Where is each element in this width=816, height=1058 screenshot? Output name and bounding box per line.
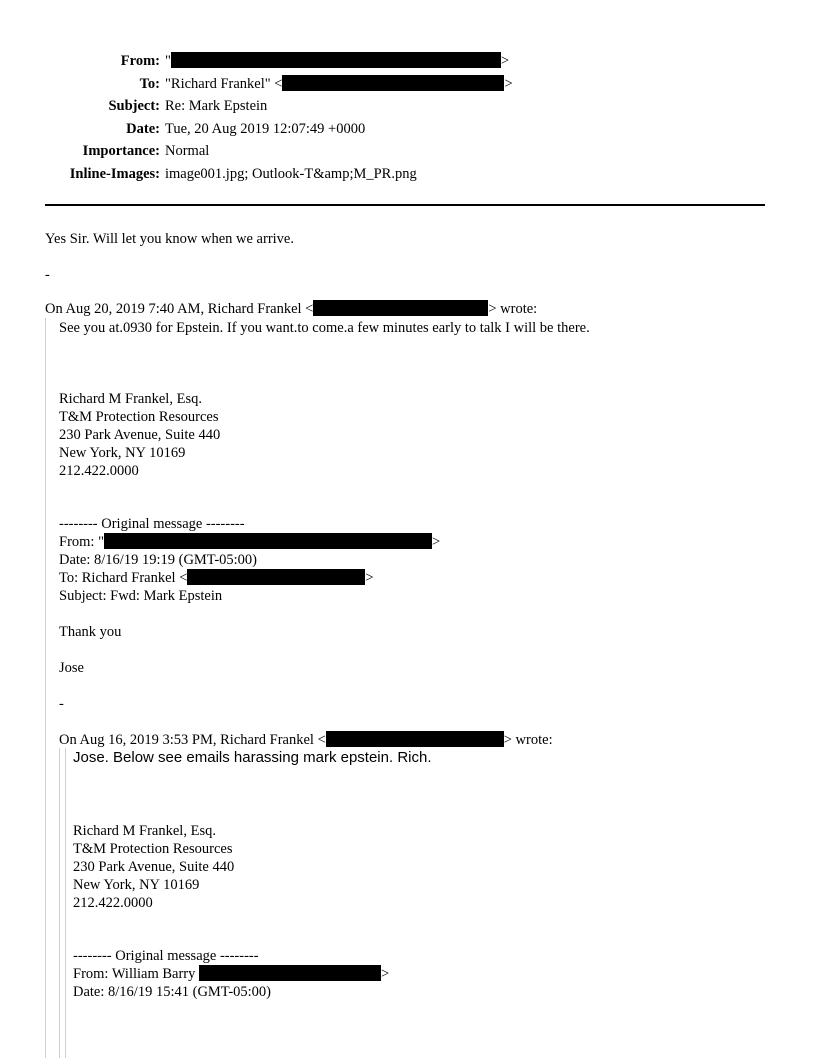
redaction-box	[104, 533, 432, 549]
orig-date: Date: 8/16/19 15:41 (GMT-05:00)	[73, 984, 272, 1000]
signature-phone: 212.422.0000	[73, 895, 153, 911]
signature-address: 230 Park Avenue, Suite 440	[59, 427, 221, 443]
header-date-row	[0, 120, 816, 143]
header-from-row	[0, 52, 816, 75]
email-header	[0, 52, 816, 187]
redaction-box	[199, 965, 381, 981]
inline-images-value: image001.jpg; Outlook-T&amp;M_PR.png	[165, 165, 417, 182]
header-subject-row	[0, 97, 816, 120]
original-message-header: -------- Original message --------	[59, 516, 245, 532]
signature-city: New York, NY 10169	[73, 877, 200, 893]
header-importance-row	[0, 142, 816, 165]
subject-label: Subject:	[108, 98, 160, 114]
quote-bar	[59, 748, 60, 1058]
dash-separator: -	[59, 696, 64, 712]
signature-city: New York, NY 10169	[59, 445, 186, 461]
signature-name: Richard M Frankel, Esq.	[73, 823, 216, 839]
orig-date: Date: 8/16/19 19:19 (GMT-05:00)	[59, 552, 258, 568]
signature-phone: 212.422.0000	[59, 463, 139, 479]
header-to-row	[0, 75, 816, 98]
from-value: " >	[165, 53, 510, 69]
inline-images-label: Inline-Images:	[69, 165, 160, 182]
thanks-text: Thank you	[59, 624, 122, 640]
quote1-intro: On Aug 20, 2019 7:40 AM, Richard Frankel < > wrote:	[45, 301, 538, 317]
to-value: "Richard Frankel" < >	[165, 75, 513, 92]
reply-text: Yes Sir. Will let you know when we arrive.	[45, 231, 294, 247]
signature-company: T&M Protection Resources	[73, 841, 233, 857]
redaction-box	[326, 731, 504, 747]
quote1-text: See you at.0930 for Epstein. If you want.to come.a few minutes early to talk I will be there.	[59, 320, 590, 336]
orig-to: To: Richard Frankel < >	[59, 570, 374, 586]
header-divider	[45, 204, 765, 206]
quote-bar	[65, 748, 66, 1058]
quote2-text: Jose. Below see emails harassing mark epstein. Rich.	[73, 749, 432, 766]
importance-label: Importance:	[82, 143, 160, 159]
to-label: To:	[139, 75, 160, 92]
signature-address: 230 Park Avenue, Suite 440	[73, 859, 235, 875]
importance-value: Normal	[165, 143, 210, 159]
orig-from: From: William Barry >	[73, 966, 390, 982]
redaction-box	[313, 300, 488, 316]
redaction-box	[282, 75, 504, 91]
header-inline-images-row	[0, 165, 816, 188]
signature-company: T&M Protection Resources	[59, 409, 219, 425]
redaction-box	[171, 52, 501, 68]
signature-name: Richard M Frankel, Esq.	[59, 391, 202, 407]
original-message-header: -------- Original message --------	[73, 948, 259, 964]
date-value: Tue, 20 Aug 2019 12:07:49 +0000	[165, 120, 366, 137]
from-label: From:	[120, 53, 160, 69]
date-label: Date:	[126, 120, 160, 137]
redaction-box	[187, 569, 365, 585]
dash-separator: -	[45, 267, 50, 283]
quote-bar	[45, 318, 46, 1058]
orig-from: From: " >	[59, 534, 441, 550]
subject-value: Re: Mark Epstein	[165, 98, 268, 114]
quote2-intro: On Aug 16, 2019 3:53 PM, Richard Frankel < > wrote:	[59, 732, 553, 748]
sender-name: Jose	[59, 660, 84, 676]
orig-subject: Subject: Fwd: Mark Epstein	[59, 588, 223, 604]
